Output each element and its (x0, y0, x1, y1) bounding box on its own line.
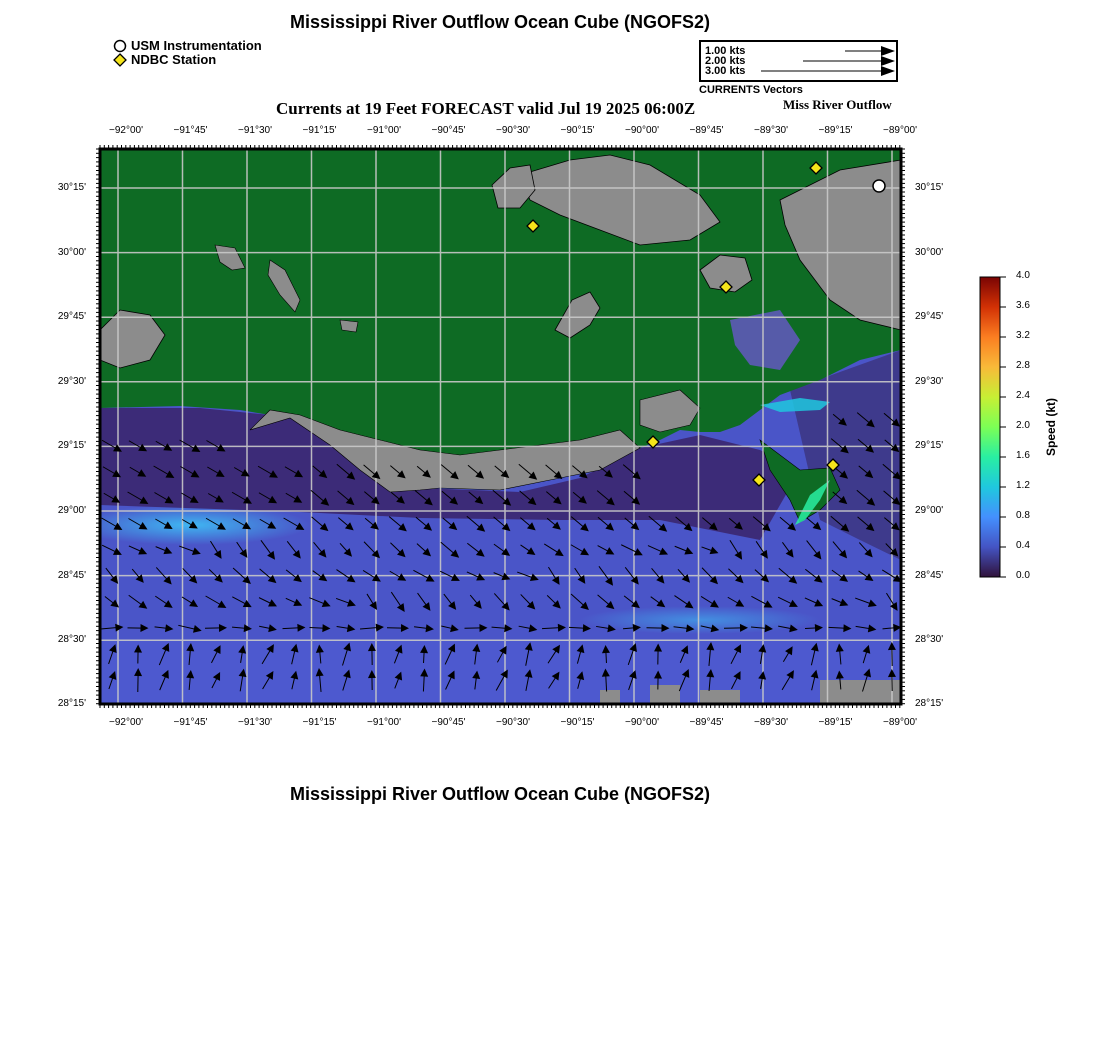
lon-tick-label: −90°45' (431, 125, 466, 136)
lat-tick-label: 29°45' (915, 311, 944, 323)
vector-key-item-3: 3.00 kts (705, 65, 746, 77)
lon-tick-label: −91°45' (173, 717, 208, 728)
lon-tick-label: −91°45' (173, 125, 208, 136)
lon-tick-label: −89°45' (689, 125, 724, 136)
lat-tick-label: 29°00' (57, 505, 86, 516)
colorbar-gradient (980, 277, 1000, 577)
lat-tick-label: 30°15' (915, 182, 944, 193)
lon-tick-label: −92°00' (109, 717, 143, 728)
lake-palourde (340, 320, 358, 332)
legend-ndbc-label: NDBC Station (131, 52, 217, 67)
lon-tick-label: −91°00' (367, 717, 401, 728)
colorbar-tick-label: 4.0 (1016, 270, 1030, 281)
lon-tick-label: −89°00' (883, 717, 917, 728)
lat-tick-label: 28°45' (915, 569, 944, 581)
vector-key-caption: CURRENTS Vectors (699, 84, 803, 96)
fast-current-band-2 (580, 606, 820, 634)
lon-tick-label: −89°00' (883, 125, 917, 136)
colorbar-tick-label: 2.4 (1016, 390, 1030, 401)
colorbar-tick-label: 3.2 (1016, 330, 1030, 341)
lon-tick-label: −89°30' (754, 717, 788, 728)
lon-tick-label: −91°15' (302, 717, 337, 728)
lat-tick-label: 28°15' (915, 698, 944, 709)
lon-tick-label: −90°15' (560, 125, 595, 136)
colorbar-tick-label: 2.8 (1016, 360, 1030, 371)
colorbar-tick-label: 2.0 (1016, 420, 1030, 431)
lon-tick-label: −90°30' (496, 125, 530, 136)
main-title: Mississippi River Outflow Ocean Cube (NGOFS2) (289, 12, 711, 32)
vector-key-item-2: 2.00 kts (705, 55, 746, 67)
lat-tick-label: 30°00' (915, 246, 944, 258)
lon-tick-label: −90°00' (625, 125, 659, 136)
usm-station-marker (873, 180, 885, 192)
lat-tick-label: 29°15' (915, 440, 944, 452)
colorbar-tick-label: 0.8 (1016, 510, 1030, 521)
lon-tick-label: −91°30' (238, 125, 272, 136)
lat-tick-label: 29°30' (915, 375, 944, 387)
lat-tick-label: 28°30' (57, 634, 86, 646)
lat-tick-label: 28°45' (57, 569, 86, 581)
colorbar-tick-label: 1.6 (1016, 450, 1030, 461)
lat-tick-label: 30°00' (57, 246, 86, 258)
lon-tick-label: −90°45' (431, 717, 466, 728)
lon-tick-label: −91°15' (302, 125, 337, 136)
lon-tick-label: −89°15' (818, 125, 853, 136)
lat-tick-label: 30°15' (57, 182, 86, 193)
map-subtitle: Currents at 19 Feet FORECAST valid Jul 19 2025 06:00Z (276, 99, 696, 118)
colorbar-tick-label: 0.4 (1016, 540, 1030, 551)
lat-tick-label: 29°15' (57, 440, 86, 452)
lat-tick-label: 28°30' (915, 634, 944, 646)
lon-tick-label: −89°30' (754, 125, 788, 136)
lat-tick-label: 29°30' (57, 375, 86, 387)
vector-key-item-1: 1.00 kts (705, 45, 746, 57)
colorbar-title: Speed (kt) (1044, 397, 1058, 457)
lon-tick-label: −90°15' (560, 717, 595, 728)
lon-tick-label: −91°30' (238, 717, 272, 728)
colorbar-tick-label: 3.6 (1016, 300, 1030, 311)
lon-tick-label: −89°45' (689, 717, 724, 728)
lat-tick-label: 28°15' (57, 698, 86, 709)
colorbar-ticks (1000, 277, 1006, 577)
lat-tick-label: 29°45' (57, 311, 86, 323)
lon-tick-label: −92°00' (109, 125, 143, 136)
lon-tick-label: −89°15' (818, 717, 853, 728)
lon-tick-label: −90°30' (496, 717, 530, 728)
region-label: Miss River Outflow (783, 97, 892, 112)
legend-usm-label: USM Instrumentation (131, 38, 262, 53)
lon-tick-label: −91°00' (367, 125, 401, 136)
lat-tick-label: 29°00' (915, 505, 944, 516)
lon-tick-label: −90°00' (625, 717, 659, 728)
colorbar-tick-label: 1.2 (1016, 480, 1030, 491)
bottom-title: Mississippi River Outflow Ocean Cube (NGOFS2) (289, 784, 711, 804)
colorbar-tick-label: 0.0 (1016, 570, 1030, 581)
